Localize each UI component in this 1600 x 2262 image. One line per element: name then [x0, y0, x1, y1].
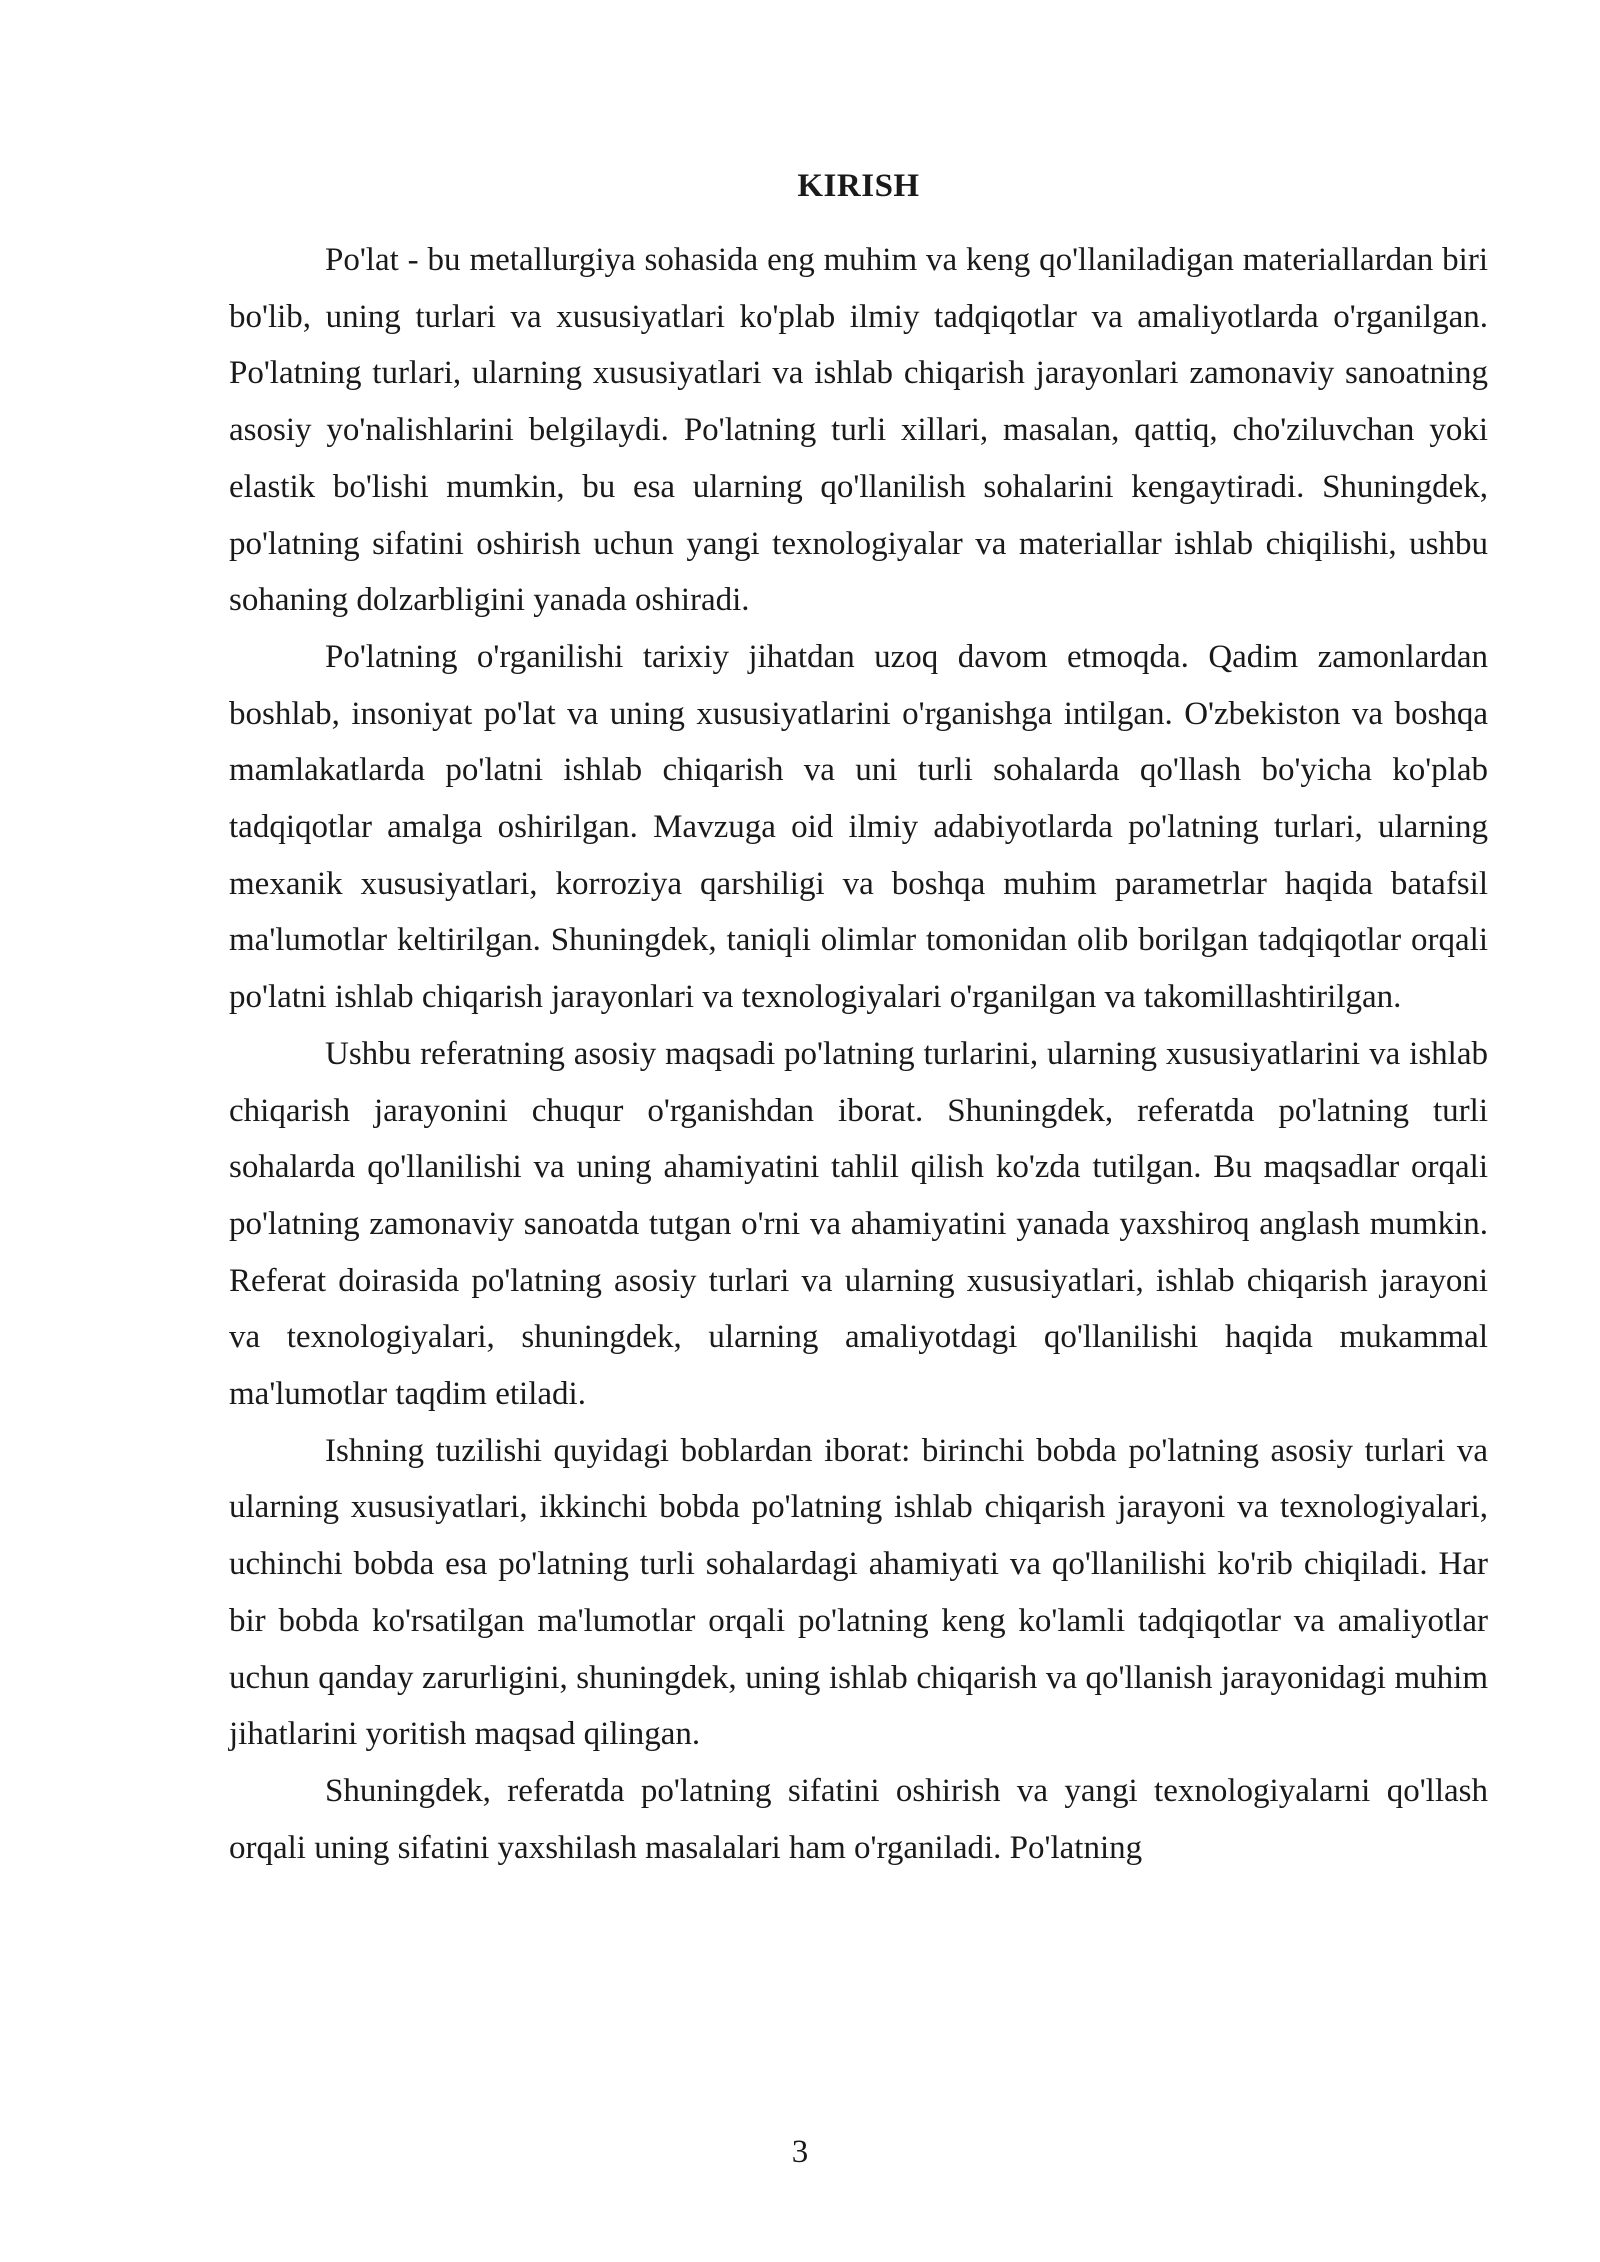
- paragraph-4: Ishning tuzilishi quyidagi boblardan iborat: birinchi bobda po'latning asosiy turlari va ularning xususiyatlari, ikkinchi bobda po'latning ishlab chiqarish jarayoni va texnologiyalari, uchinchi bobda esa po'latning turli sohalardagi ahamiyati va qo'llanilishi ko'rib chiqiladi. Har bir bobda ko'rsatilgan ma'lumotlar orqali po'latning keng ko'lamli tadqiqotlar va amaliyotlar uchun qanday zarurligini, shuningdek, uning ishlab chiqarish va qo'llanish jarayonidagi muhim jihatlarini yoritish maqsad qilingan.: [229, 1432, 1488, 1753]
- page-number: 3: [791, 2134, 809, 2170]
- document-page: [229, 150, 1488, 1876]
- paragraph-2: Po'latning o'rganilishi tarixiy jihatdan uzoq davom etmoqda. Qadim zamonlardan boshlab, insoniyat po'lat va uning xususiyatlarini o'rganishga intilgan. O'zbekiston va boshqa mamlakatlarda po'latni ishlab chiqarish va uni turli sohalarda qo'llash bo'yicha ko'plab tadqiqotlar amalga oshirilgan. Mavzuga oid ilmiy adabiyotlarda po'latning turlari, ularning mexanik xususiyatlari, korroziya qarshiligi va boshqa muhim parametrlar haqida batafsil ma'lumotlar keltirilgan. Shuningdek, taniqli olimlar tomonidan olib borilgan tadqiqotlar orqali po'latni ishlab chiqarish jarayonlari va texnologiyalari o'rganilgan va takomillashtirilgan.: [229, 638, 1488, 1016]
- page-title: KIRISH: [797, 168, 920, 204]
- paragraph-3: Ushbu referatning asosiy maqsadi po'latning turlarini, ularning xususiyatlarini va ishlab chiqarish jarayonini chuqur o'rganishdan iborat. Shuningdek, referatda po'latning turli sohalarda qo'llanilishi va uning ahamiyatini tahlil qilish ko'zda tutilgan. Bu maqsadlar orqali po'latning zamonaviy sanoatda tutgan o'rni va ahamiyatini yanada yaxshiroq anglash mumkin. Referat doirasida po'latning asosiy turlari va ularning xususiyatlari, ishlab chiqarish jarayoni va texnologiyalari, shuningdek, ularning amaliyotdagi qo'llanilishi haqida mukammal ma'lumotlar taqdim etiladi.: [229, 1035, 1488, 1413]
- paragraph-1: Po'lat - bu metallurgiya sohasida eng muhim va keng qo'llaniladigan materiallardan biri bo'lib, uning turlari va xususiyatlari ko'plab ilmiy tadqiqotlar va amaliyotlarda o'rganilgan. Po'latning turlari, ularning xususiyatlari va ishlab chiqarish jarayonlari zamonaviy sanoatning asosiy yo'nalishlarini belgilaydi. Po'latning turli xillari, masalan, qattiq, cho'ziluvchan yoki elastik bo'lishi mumkin, bu esa ularning qo'llanilish sohalarini kengaytiradi. Shuningdek, po'latning sifatini oshirish uchun yangi texnologiyalar va materiallar ishlab chiqilishi, ushbu sohaning dolzarbligini yanada oshiradi.: [229, 242, 1488, 619]
- paragraph-5: Shuningdek, referatda po'latning sifatini oshirish va yangi texnologiyalarni qo'llash orqali uning sifatini yaxshilash masalalari ham o'rganiladi. Po'latning: [229, 1772, 1488, 1866]
